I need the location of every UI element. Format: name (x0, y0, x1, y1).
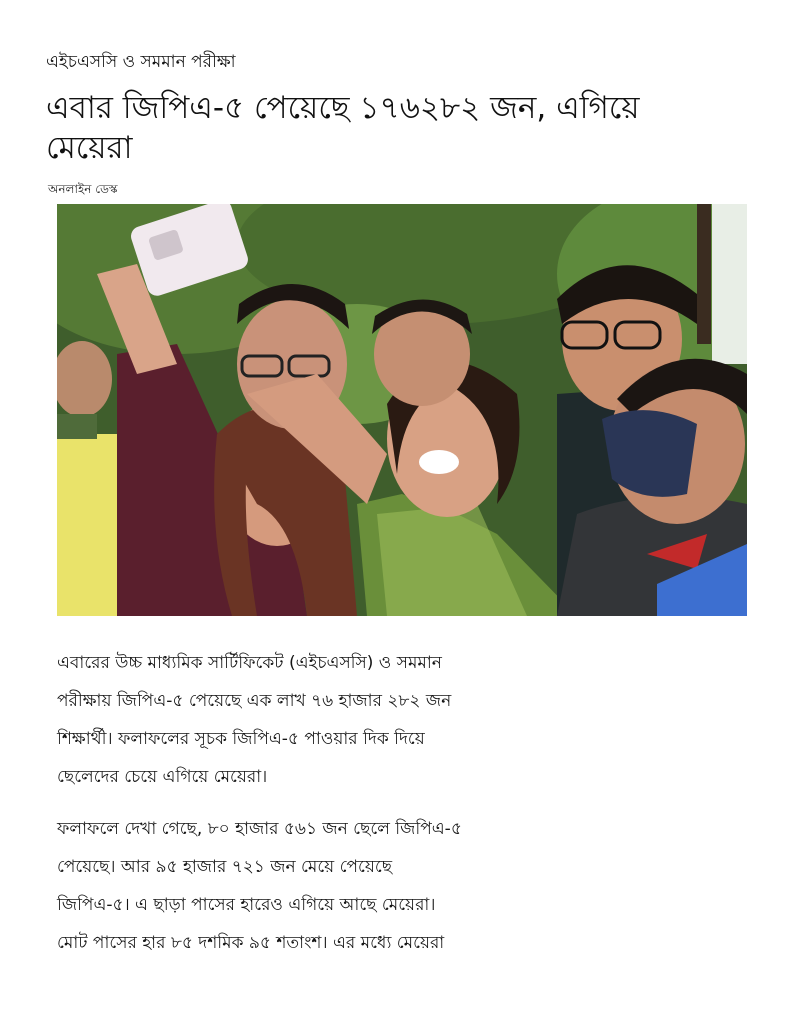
section-kicker[interactable]: এইচএসসি ও সমমান পরীক্ষা (46, 52, 236, 72)
selfie-group-photo (57, 204, 747, 616)
byline: অনলাইন ডেস্ক (48, 182, 118, 196)
article-photo (57, 204, 747, 616)
paragraph-2 (57, 810, 557, 962)
paragraph-line: জিপিএ-৫। এ ছাড়া পাসের হারেও এগিয়ে আছে মেয়েরা। (57, 895, 436, 915)
headline-line-2: মেয়েরা (46, 130, 133, 166)
paragraph-line: ছেলেদের চেয়ে এগিয়ে মেয়েরা। (57, 767, 268, 787)
paragraph-line: শিক্ষার্থী। ফলাফলের সূচক জিপিএ-৫ পাওয়ার দিক দিয়ে (57, 729, 425, 749)
paragraph-line: এবারের উচ্চ মাধ্যমিক সার্টিফিকেট (এইচএসসি) ও সমমান (57, 653, 442, 673)
paragraph-line: মোট পাসের হার ৮৫ দশমিক ৯৫ শতাংশ। এর মধ্যে মেয়েরা (57, 933, 445, 953)
headline-line-1: এবার জিপিএ-৫ পেয়েছে ১৭৬২৮২ জন, এগিয়ে (46, 90, 640, 126)
paragraph-line: ফলাফলে দেখা গেছে, ৮০ হাজার ৫৬১ জন ছেলে জিপিএ-৫ (57, 819, 462, 839)
article-body (57, 644, 557, 976)
paragraph-line: পরীক্ষায় জিপিএ-৫ পেয়েছে এক লাখ ৭৬ হাজার ২৮২ জন (57, 691, 452, 711)
headline (46, 88, 736, 168)
paragraph-line: পেয়েছে। আর ৯৫ হাজার ৭২১ জন মেয়ে পেয়েছে (57, 857, 393, 877)
paragraph-1 (57, 644, 557, 796)
